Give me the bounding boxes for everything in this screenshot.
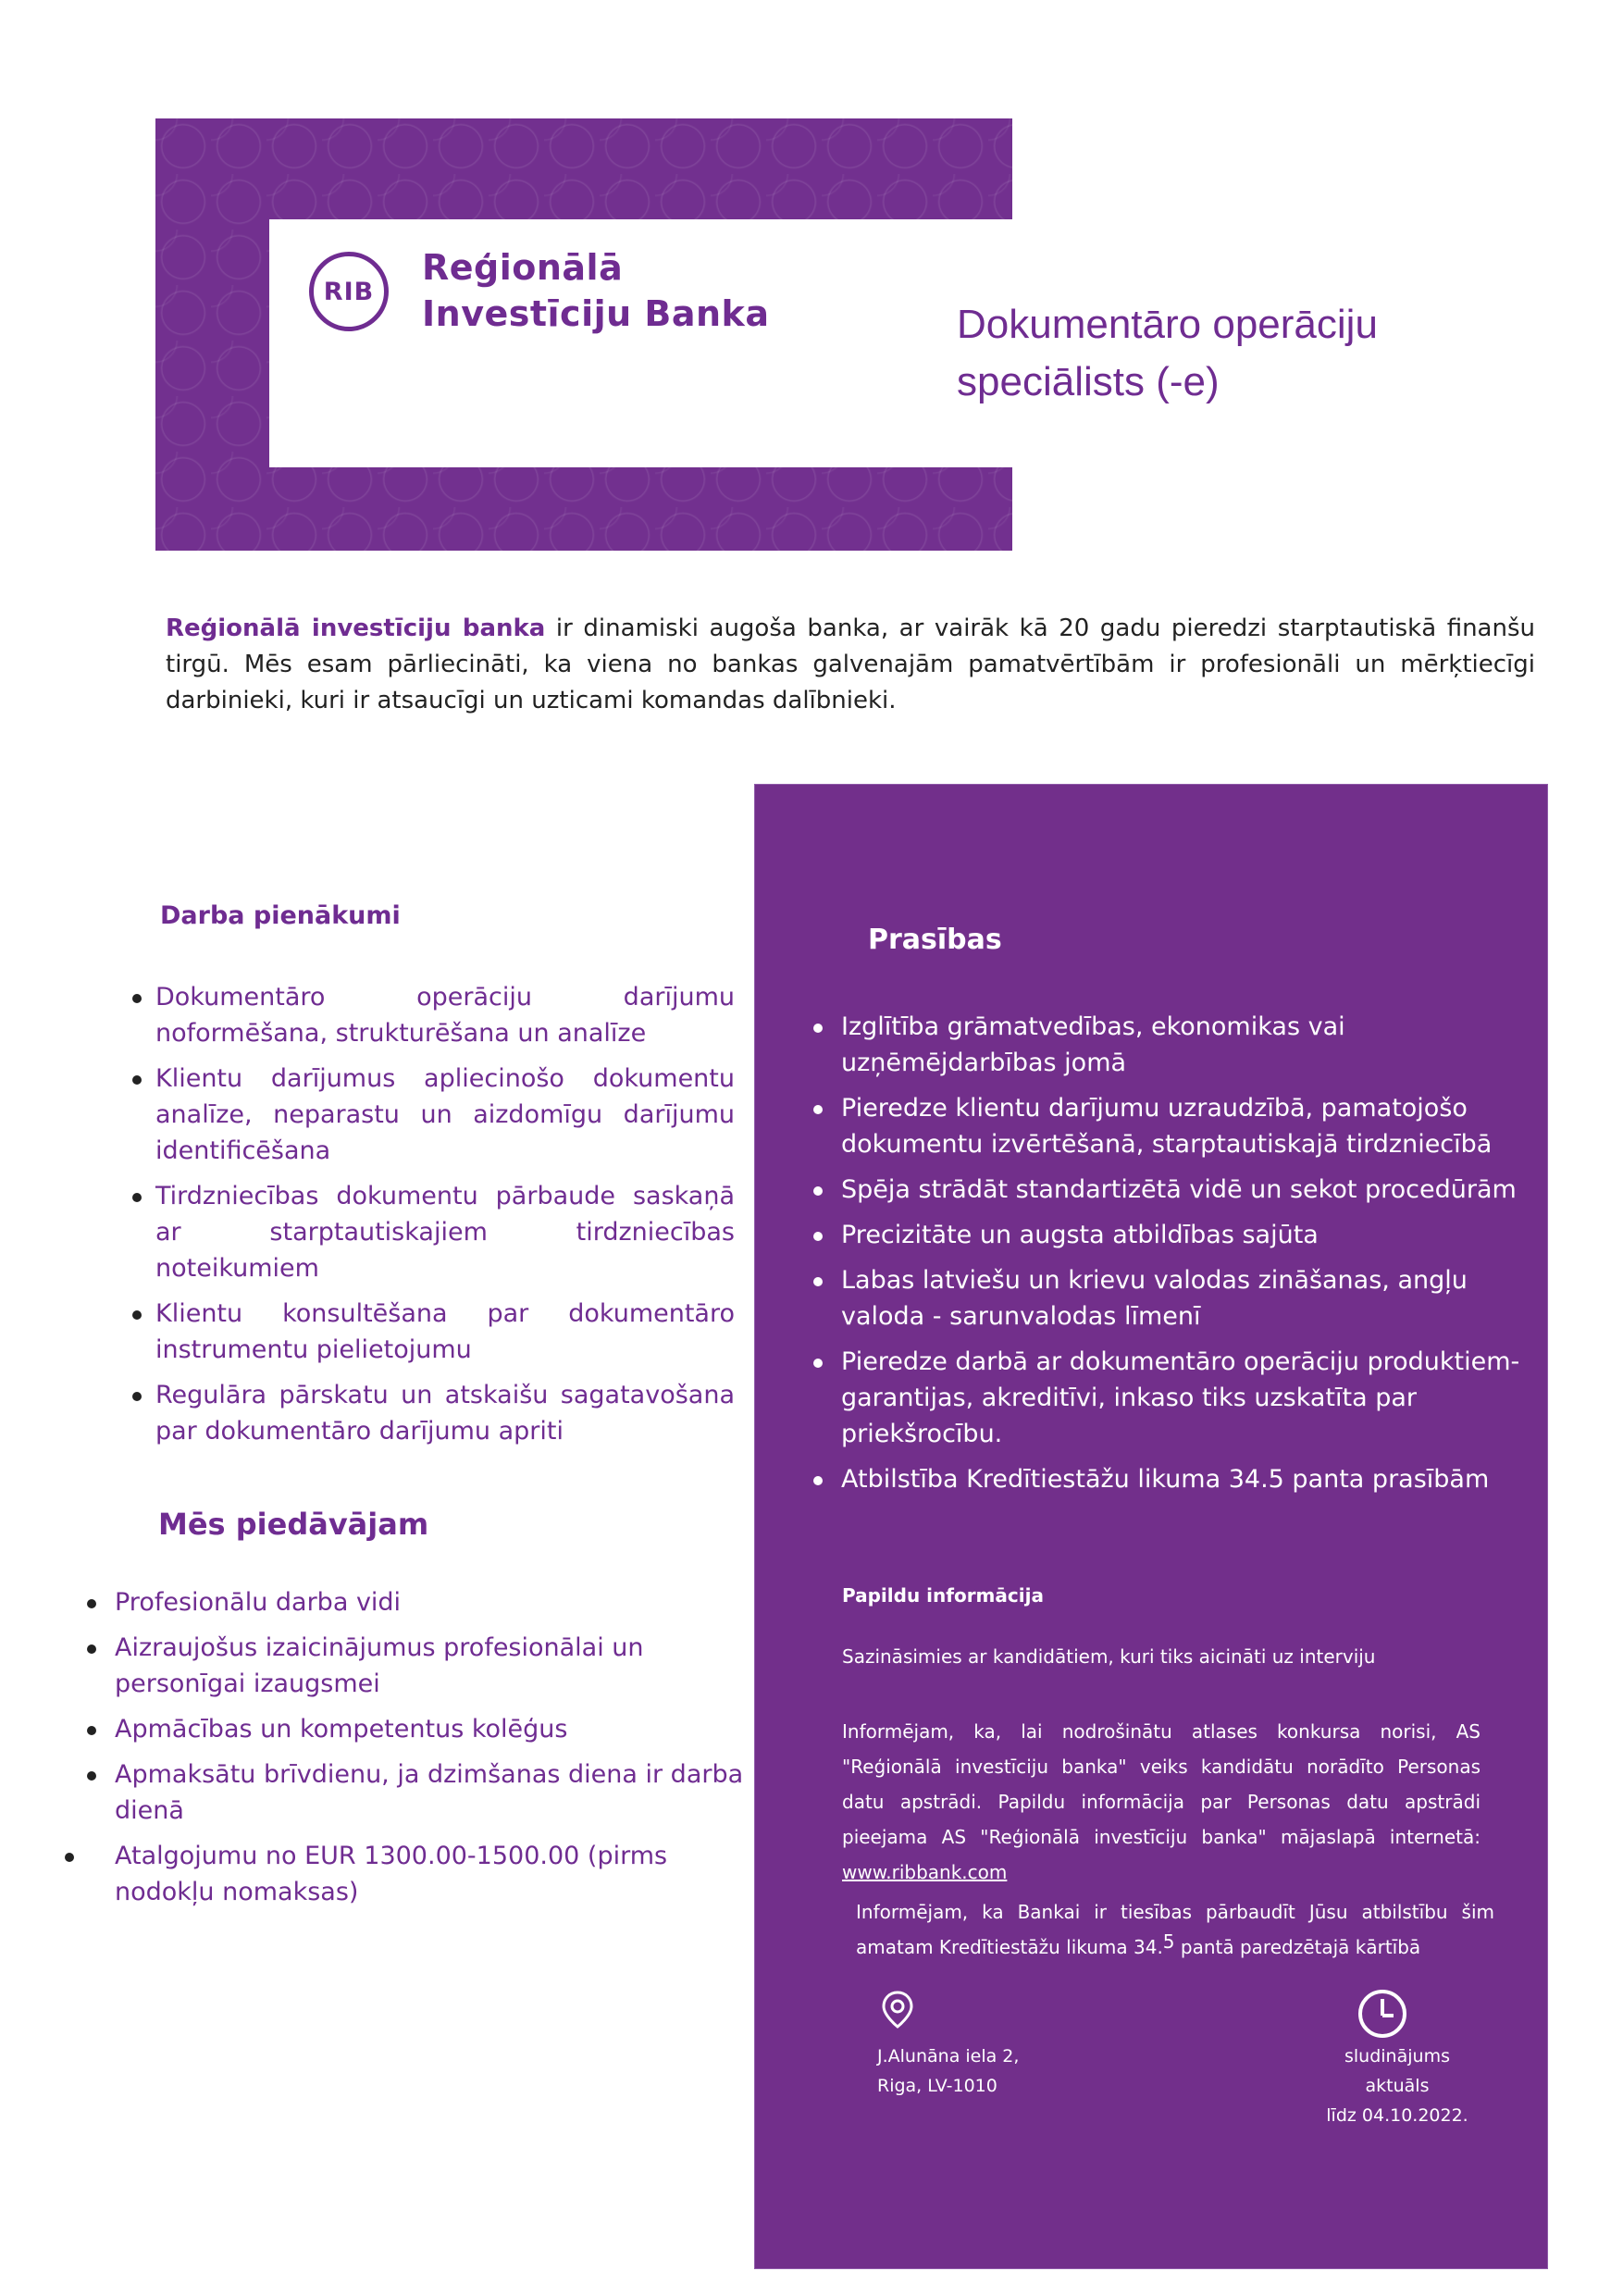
valid-until: [1319, 2042, 1476, 2130]
list-item: [115, 1838, 753, 1910]
intro-text: ir dinamiski augoša banka, ar vairāk kā 20 gadu pieredzi starptautiskā finanšu tirgū. Mēs esam pārliecināti, ka viena no bankas galvenajām pamatvērtībām ir profesionāli un mērķtiecīgi darbinieki, kuri ir atsaucīgi un uzticami komandas dalībnieki.: [166, 614, 1535, 714]
info-text-contact: Sazināsimies ar kandidātiem, kuri tiks aicināti uz interviju: [842, 1645, 1376, 1668]
bullet-icon: [132, 994, 142, 1003]
list-item: [155, 979, 735, 1051]
logo-badge: [309, 252, 389, 331]
list-item: [841, 1090, 1533, 1162]
legal-text-sup: 5: [1162, 1930, 1175, 1953]
offer-title: Mēs piedāvājam: [158, 1507, 429, 1542]
offer-text: Aizraujošus izaicinājumus profesionālai un personīgai izaugsmei: [115, 1633, 644, 1698]
address-line-1: J.Alunāna iela 2,: [877, 2046, 1020, 2066]
list-item: [155, 1377, 735, 1449]
offer-text: Atalgojumu no EUR 1300.00-1500.00 (pirms nodokļu nomaksas): [115, 1842, 668, 1906]
duty-text: Regulāra pārskatu un atskaišu sagatavošana par dokumentāro darījumu apriti: [155, 1381, 735, 1446]
legal-text-a: Informējam, ka Bankai ir tiesības pārbaudīt Jūsu atbilstību šim amatam Kredītiestāžu likuma 34.: [856, 1901, 1494, 1958]
bullet-icon: [87, 1726, 96, 1735]
duty-text: Dokumentāro operāciju darījumu noformēšana, strukturēšana un analīze: [155, 983, 735, 1048]
requirements-list: [841, 1009, 1533, 1507]
logo-line-2: Investīciju Banka: [422, 293, 770, 334]
bullet-icon: [132, 1193, 142, 1202]
list-item: [841, 1172, 1533, 1208]
logo-line-1: Reģionālā: [422, 247, 624, 288]
requirement-text: Izglītība grāmatvedības, ekonomikas vai uzņēmējdarbības jomā: [841, 1012, 1345, 1077]
info-text-legal: [856, 1894, 1494, 1965]
requirement-text: Atbilstība Kredītiestāžu likuma 34.5 panta prasībām: [841, 1465, 1490, 1494]
valid-line-1: sludinājums aktuāls: [1344, 2046, 1450, 2096]
info-text-privacy: [842, 1714, 1481, 1890]
job-title: Dokumentāro operāciju speciālists (-e): [957, 302, 1378, 404]
offer-text: Apmācības un kompetentus kolēģus: [115, 1715, 568, 1744]
website-link[interactable]: www.ribbank.com: [842, 1861, 1008, 1883]
list-item: [841, 1217, 1533, 1253]
bullet-icon: [132, 1310, 142, 1320]
bullet-icon: [813, 1232, 823, 1241]
requirement-text: Pieredze darbā ar dokumentāro operāciju produktiem- garantijas, akreditīvi, inkaso tiks uzskatīta par priekšrocību.: [841, 1347, 1520, 1448]
intro-brand: Reģionālā investīciju banka: [166, 614, 546, 642]
requirement-text: Precizitāte un augsta atbildības sajūta: [841, 1221, 1319, 1249]
list-item: [155, 1178, 735, 1286]
address: [877, 2042, 1019, 2101]
list-item: [841, 1009, 1533, 1081]
list-item: [841, 1262, 1533, 1334]
bullet-icon: [813, 1476, 823, 1485]
bullet-icon: [813, 1359, 823, 1368]
duty-text: Klientu darījumus apliecinošo dokumentu analīze, neparastu un aizdomīgu darījumu identificēšana: [155, 1064, 735, 1165]
list-item: [115, 1756, 753, 1829]
offer-list: [115, 1584, 753, 1919]
logo-wordmark: [422, 244, 769, 337]
requirement-text: Spēja strādāt standartizētā vidē un sekot procedūrām: [841, 1175, 1517, 1204]
bullet-icon: [65, 1853, 74, 1862]
valid-line-2: līdz 04.10.2022.: [1326, 2105, 1468, 2126]
legal-text-b: pantā paredzētajā kārtībā: [1174, 1936, 1421, 1958]
list-item: [115, 1711, 753, 1747]
clock-icon: [1357, 1988, 1408, 2040]
bullet-icon: [87, 1771, 96, 1781]
requirement-text: Pieredze klientu darījumu uzraudzībā, pamatojošo dokumentu izvērtēšanā, starptautiskajā tirdzniecībā: [841, 1094, 1493, 1159]
bullet-icon: [87, 1644, 96, 1654]
list-item: [115, 1584, 753, 1620]
bullet-icon: [813, 1186, 823, 1196]
bullet-icon: [813, 1277, 823, 1286]
requirements-title: Prasības: [868, 924, 1002, 956]
list-item: [115, 1630, 753, 1702]
bullet-icon: [813, 1105, 823, 1114]
bullet-icon: [132, 1392, 142, 1401]
bullet-icon: [813, 1024, 823, 1033]
list-item: [841, 1461, 1533, 1497]
intro-paragraph: [166, 611, 1535, 719]
bullet-icon: [132, 1075, 142, 1085]
privacy-text: Informējam, ka, lai nodrošinātu atlases konkursa norisi, AS "Reģionālā investīciju banka" veiks kandidātu norādīto Personas datu apstrādi. Papildu informācija par Personas datu apstrādi pieejama AS "Reģionālā investīciju banka" mājaslapā internetā:: [842, 1720, 1481, 1848]
info-title: Papildu informācija: [842, 1584, 1044, 1607]
duty-text: Klientu konsultēšana par dokumentāro instrumentu pielietojumu: [155, 1299, 735, 1364]
bullet-icon: [87, 1599, 96, 1608]
offer-text: Apmaksātu brīvdienu, ja dzimšanas diena ir darba dienā: [115, 1760, 744, 1825]
list-item: [841, 1344, 1533, 1452]
logo-badge-text: RIB: [323, 277, 375, 306]
list-item: [155, 1296, 735, 1368]
requirement-text: Labas latviešu un krievu valodas zināšanas, angļu valoda - sarunvalodas līmenī: [841, 1266, 1468, 1331]
location-pin-icon: [877, 1990, 918, 2030]
duties-list: [155, 979, 735, 1458]
offer-text: Profesionālu darba vidi: [115, 1588, 402, 1617]
duty-text: Tirdzniecības dokumentu pārbaude saskaņā ar starptautiskajiem tirdzniecības noteikumiem: [155, 1182, 735, 1283]
address-line-2: Riga, LV-1010: [877, 2076, 997, 2096]
duties-title: Darba pienākumi: [160, 901, 401, 930]
list-item: [155, 1061, 735, 1169]
